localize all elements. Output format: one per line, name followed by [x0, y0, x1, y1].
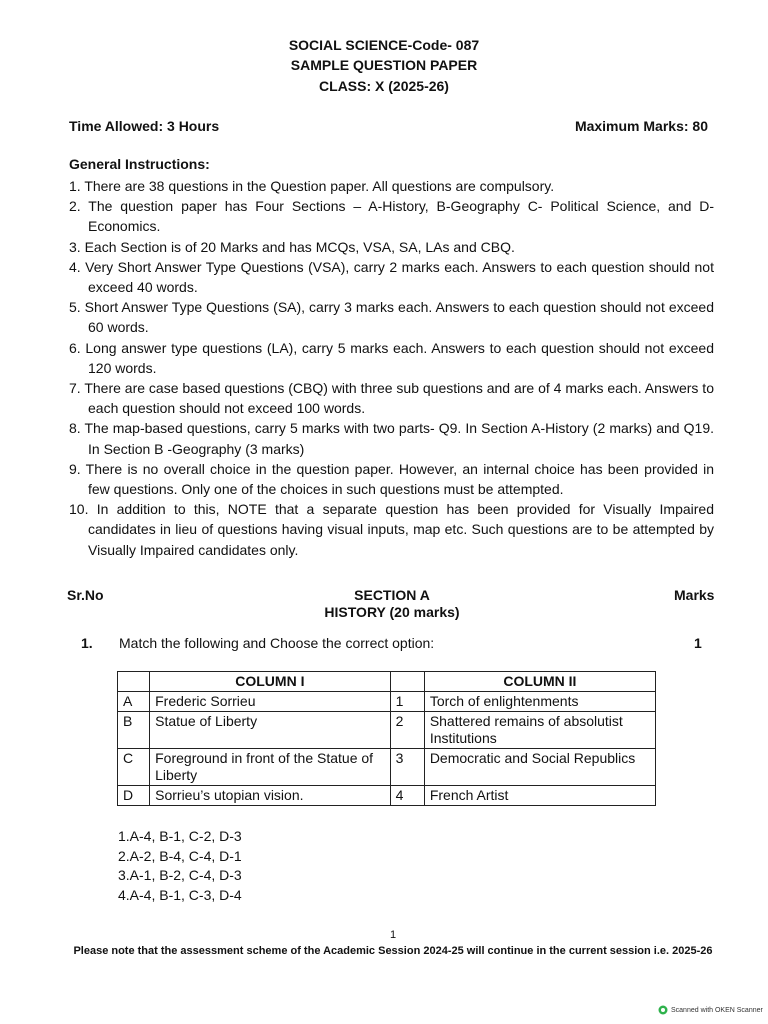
match-table [117, 671, 656, 806]
column-ii-cell: Torch of enlightenments [424, 692, 655, 712]
column-ii-header: COLUMN II [424, 672, 655, 692]
instruction-item: 5. Short Answer Type Questions (SA), carry 3 marks each. Answers to each question should not exceed 60 words. [69, 299, 714, 336]
column-i-cell: Frederic Sorrieu [150, 692, 390, 712]
header-blank-cell [118, 672, 150, 692]
table-row [118, 712, 656, 749]
answer-option: 3.A-1, B-2, C-4, D-3 [118, 867, 242, 883]
table-row [118, 749, 656, 786]
time-allowed: Time Allowed: 3 Hours [69, 118, 220, 134]
column-i-cell: Foreground in front of the Statue of Liberty [150, 749, 390, 786]
instruction-item: 9. There is no overall choice in the question paper. However, an internal choice has been provided in few questions. Only one of the choices in such questions must be attempted. [69, 460, 714, 498]
column-i-cell: Sorrieu’s utopian vision. [150, 786, 390, 806]
table-row [118, 692, 656, 712]
row-number: 4 [390, 786, 424, 806]
paper-title: SOCIAL SCIENCE-Code- 087 [288, 37, 480, 53]
column-ii-cell: Shattered remains of absolutist Institutions [424, 712, 655, 749]
section-title: SECTION A [354, 587, 430, 603]
instruction-item: 1. There are 38 questions in the Question paper. All questions are compulsory. [69, 178, 555, 194]
instructions-heading: General Instructions: [69, 156, 210, 172]
srno-label: Sr.No [67, 587, 104, 603]
table-header-row [118, 672, 656, 692]
answer-option: 2.A-2, B-4, C-4, D-1 [118, 847, 242, 864]
paper-subtitle: SAMPLE QUESTION PAPER [290, 57, 478, 73]
header-blank-cell [390, 672, 424, 692]
column-i-header: COLUMN I [150, 672, 390, 692]
instructions-list [69, 176, 714, 560]
scanner-watermark [658, 1005, 763, 1015]
instruction-item: 8. The map-based questions, carry 5 marks with two parts- Q9. In Section A-History (2 marks) and Q19. In Section B -Geography (3 marks) [69, 420, 714, 457]
question-text: Match the following and Choose the correct option: [119, 635, 435, 651]
table-row [118, 786, 656, 806]
row-letter: B [118, 712, 150, 749]
column-ii-cell: Democratic and Social Republics [424, 749, 655, 786]
question-number: 1. [81, 635, 93, 651]
row-letter: A [118, 692, 150, 712]
scanner-text: Scanned with OKEN Scanner [671, 1006, 763, 1014]
instruction-item: 10. In addition to this, NOTE that a separate question has been provided for Visually Impaired candidates in lieu of questions having visual inputs, map etc. Such questions are to be attempted by Visually Impaired candidates only. [69, 501, 714, 558]
row-number: 3 [390, 749, 424, 786]
instruction-item: 2. The question paper has Four Sections – A-History, B-Geography C- Political Science, and D-Economics. [69, 198, 714, 235]
answer-options [118, 827, 242, 905]
assessment-note: Please note that the assessment scheme of the Academic Session 2024-25 will continue in the current session i.e. 2025-26 [73, 945, 713, 957]
section-subtitle: HISTORY (20 marks) [324, 604, 460, 620]
question-marks: 1 [694, 635, 702, 651]
instruction-item: 6. Long answer type questions (LA), carry 5 marks each. Answers to each question should not exceed 120 words. [69, 339, 714, 376]
instruction-item: 4. Very Short Answer Type Questions (VSA), carry 2 marks each. Answers to each question should not exceed 40 words. [69, 258, 714, 296]
page-number: 1 [389, 929, 397, 941]
row-letter: C [118, 749, 150, 786]
maximum-marks: Maximum Marks: 80 [574, 118, 708, 134]
column-i-cell: Statue of Liberty [150, 712, 390, 749]
row-letter: D [118, 786, 150, 806]
answer-option: 1.A-4, B-1, C-2, D-3 [118, 828, 242, 844]
answer-option: 4.A-4, B-1, C-3, D-4 [118, 886, 242, 903]
scanner-logo-icon [658, 1005, 668, 1015]
column-ii-cell: French Artist [424, 786, 655, 806]
class-label: CLASS: X (2025-26) [319, 78, 449, 94]
instruction-item: 3. Each Section is of 20 Marks and has MCQs, VSA, SA, LAs and CBQ. [69, 238, 515, 255]
marks-label: Marks [674, 587, 715, 603]
row-number: 1 [390, 692, 424, 712]
row-number: 2 [390, 712, 424, 749]
instruction-item: 7. There are case based questions (CBQ) with three sub questions and are of 4 marks each. Answers to each question should not exceed 100 words. [69, 380, 714, 417]
